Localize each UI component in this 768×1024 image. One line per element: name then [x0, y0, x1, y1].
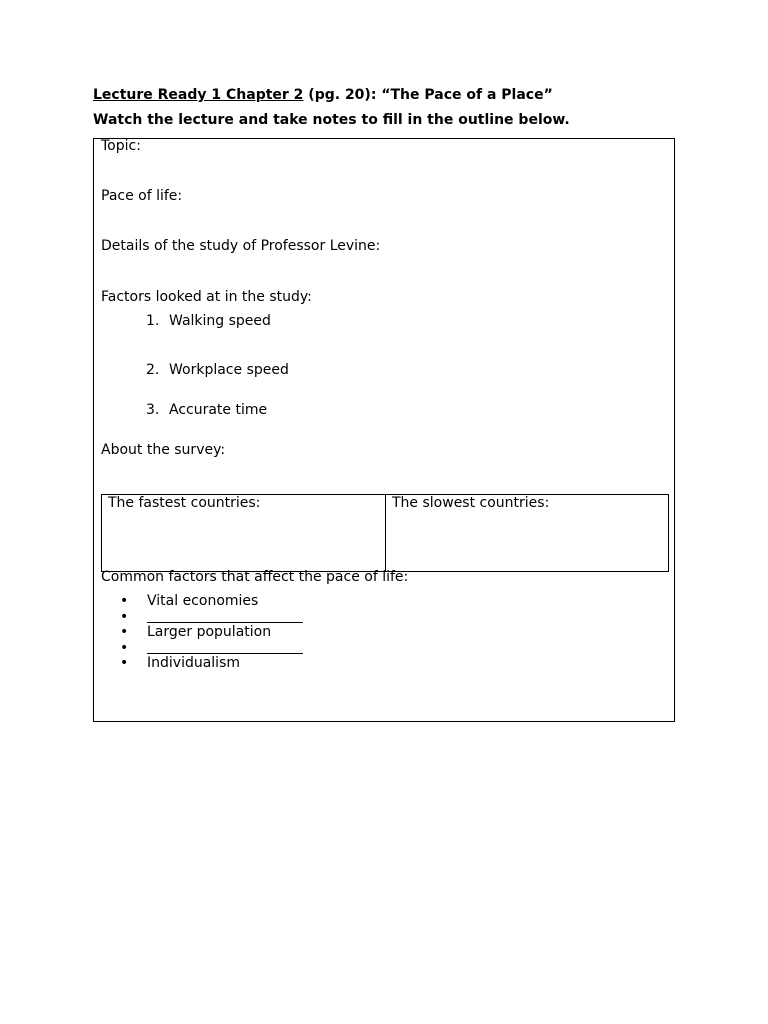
factor-item-2	[146, 362, 289, 379]
document-title	[93, 86, 553, 104]
slowest-countries-label: The slowest countries:	[392, 495, 550, 511]
slowest-countries-cell	[386, 495, 668, 571]
factor-text: Walking speed	[169, 313, 271, 329]
fill-in-blank-line	[147, 642, 303, 654]
pace-of-life-label: Pace of life:	[101, 188, 183, 204]
countries-table	[101, 494, 669, 572]
factor-item-1	[146, 313, 271, 330]
bullet-icon: •	[120, 655, 129, 671]
factor-number: 2.	[146, 362, 160, 378]
fill-in-blank-line	[147, 611, 303, 623]
list-item-text: Larger population	[147, 624, 272, 640]
bullet-icon: •	[120, 608, 129, 625]
factor-number: 1.	[146, 313, 160, 329]
title-underlined: Lecture Ready 1 Chapter 2	[93, 87, 304, 103]
factor-number: 3.	[146, 402, 160, 418]
bullet-icon: •	[120, 639, 129, 656]
instructions: Watch the lecture and take notes to fill in the outline below.	[93, 112, 570, 128]
fastest-countries-label: The fastest countries:	[108, 495, 261, 511]
factor-text: Workplace speed	[169, 362, 289, 378]
study-details-label: Details of the study of Professor Levine:	[101, 238, 381, 254]
factor-item-3	[146, 402, 267, 419]
bullet-icon: •	[120, 593, 129, 609]
common-factors-label: Common factors that affect the pace of life:	[101, 569, 409, 585]
factors-label: Factors looked at in the study:	[101, 289, 312, 305]
outline-box	[93, 138, 675, 722]
bullet-icon: •	[120, 624, 129, 640]
factor-text: Accurate time	[169, 402, 268, 418]
list-item-text: Individualism	[147, 655, 241, 671]
topic-label: Topic:	[101, 138, 141, 154]
title-rest: (pg. 20): “The Pace of a Place”	[303, 87, 553, 103]
fastest-countries-cell	[102, 495, 386, 571]
list-item-text: Vital economies	[147, 593, 259, 609]
survey-label: About the survey:	[101, 442, 226, 458]
